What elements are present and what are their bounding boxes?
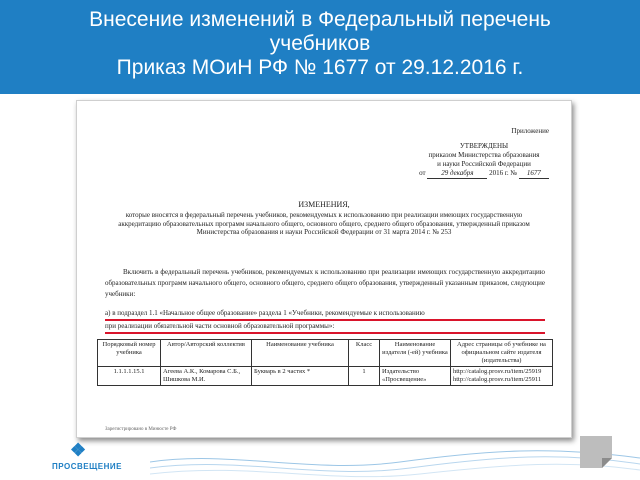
handwritten-number: 1677: [519, 169, 549, 179]
approval-block: [399, 127, 569, 179]
title-line-2: учебников: [269, 32, 371, 55]
approved-date: от 29 декабря 2016 г. № 1677: [399, 169, 569, 179]
title-line-1: Внесение изменений в Федеральный перечень: [89, 8, 551, 31]
cell-url: [451, 367, 553, 386]
subsection-line-1: а) в подраздел 1.1 «Начальное общее образование» раздела 1 «Учебники, рекомендуемые к использованию: [105, 308, 545, 321]
book-icon: ❖: [70, 440, 87, 460]
page-curl-icon: [576, 436, 616, 468]
approved-line-2: приказом Министерства образования: [428, 151, 540, 159]
url-2: http://catalog.prosv.ru/item/25911: [453, 376, 542, 383]
col-author: Автор/Авторский коллектив: [161, 340, 252, 367]
title-line-3: Приказ МОиН РФ № 1677 от 29.12.2016 г.: [116, 56, 524, 79]
col-publisher: Наименование издателя (-ей) учебника: [380, 340, 451, 367]
approved-heading: УТВЕРЖДЕНЫ: [459, 142, 509, 150]
col-url: Адрес страницы об учебнике на официальном сайте издателя (издательства): [451, 340, 553, 367]
table-header-row: [98, 340, 553, 367]
cell-number: 1.1.1.1.15.1: [98, 367, 161, 386]
subsection-line-2: при реализации обязательной части основной образовательной программы»:: [105, 321, 545, 334]
changes-title: ИЗМЕНЕНИЯ,: [298, 200, 350, 209]
changes-text: которые вносятся в федеральный перечень учебников, рекомендуемых к использованию при реализации имеющих государственную аккредитацию образовательных программ начального общего, основного общего, среднего общего образования, утвержденный приказом Министерства образования и науки Российской Федерации от 31 марта 2014 г. № 253: [118, 211, 530, 236]
approved-line-3: и науки Российской Федерации: [437, 160, 531, 168]
cell-grade: 1: [349, 367, 380, 386]
cell-publisher: Издательство «Просвещение»: [380, 367, 451, 386]
title-banner: [0, 0, 640, 94]
appendix-label: Приложение: [511, 127, 549, 135]
include-paragraph: Включить в федеральный перечень учебников, рекомендуемых к использованию при реализации имеющих государственную аккредитацию образовательных программ начального общего, основного общего, среднего общего образования, утвержденный указанным приказом, следующие учебники:: [105, 268, 545, 298]
cell-title: Букварь в 2 частях *: [252, 367, 349, 386]
logo-text: ПРОСВЕЩЕНИЕ: [52, 462, 122, 471]
decorative-wave: [150, 432, 640, 480]
handwritten-date: 29 декабря: [427, 169, 487, 179]
prosveshchenie-logo: [52, 440, 132, 472]
textbook-table: [97, 339, 553, 386]
url-1: http://catalog.prosv.ru/item/25919: [453, 368, 542, 375]
col-number: Порядковый номер учебника: [98, 340, 161, 367]
table-row: [98, 367, 553, 386]
footnote: Зарегистрировано в Минюсте РФ: [105, 427, 177, 432]
col-title: Наименование учебника: [252, 340, 349, 367]
subsection-paragraph: [105, 308, 545, 334]
cell-author: Агеева А.К., Комарова С.Б., Шишкова М.И.: [161, 367, 252, 386]
document-scan: [76, 100, 572, 438]
col-grade: Класс: [349, 340, 380, 367]
